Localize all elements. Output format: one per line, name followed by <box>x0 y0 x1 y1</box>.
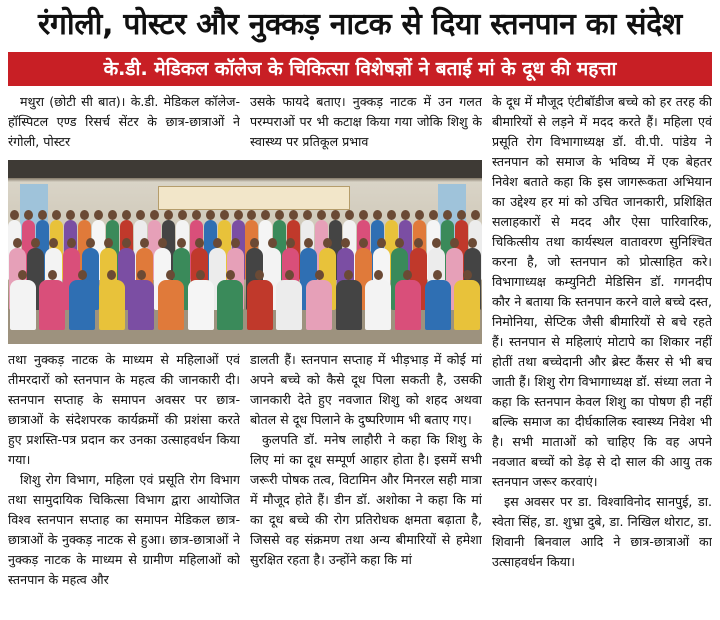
column1-bottom <box>8 350 240 612</box>
column3-para2: इस अवसर पर डा. विश्वाविनोद सानपुई, डा. स्वेता सिंह, डा. शुभ्रा दुबे, डा. निखिल थोराट, डा. शिवानी बिनवाल आदि ने छात्र-छात्राओं का उत्साहवर्धन किया। <box>492 494 712 569</box>
column2-bottom <box>250 350 482 612</box>
column1-top-text: मथुरा (छोटी सी बात)। के.डी. मेडिकल कॉलेज- हॉस्पिटल एण्ड रिसर्च सेंटर के छात्र-छात्राओं ने रंगोली, पोस्टर <box>8 94 240 149</box>
column2-top-text: उसके फायदे बताए। नुक्कड़ नाटक में उन गलत परम्पराओं पर भी कटाक्ष किया गया जोकि शिशु के स्वास्थ्य पर प्रतिकूल प्रभाव <box>250 94 482 149</box>
headline: रंगोली, पोस्टर और नुक्कड़ नाटक से दिया स्तनपान का संदेश <box>38 7 682 42</box>
column2-top <box>250 92 482 156</box>
column3 <box>492 92 712 612</box>
column3-para1: के दूध में मौजूद एंटीबॉडीज बच्चे को हर तरह की बीमारियों से लड़ने में मदद करते हैं। महिला एवं प्रसूति रोग विभागाध्यक्ष डॉ. वी.पी. पांडेय ने स्तनपान को समाज के भविष्य में एक बेहतर निवेश बताते कहा कि इस जागरूकता अभियान का उद्देश्य हर मां को उचित जानकारी, प्रशिक्षित सलाहकारों से मदद और ऐसा पारिवारिक, चिकित्सीय तथा कार्यस्थल वातावरण सुनिश्चित करना है, जो स्तनपान को प्रोत्साहित करे। विभागाध्यक्ष कम्युनिटी मेडिसिन डॉ. गगनदीप कौर ने बताया कि स्तनपान करने वाले बच्चे दस्त, निमोनिया, सेप्टिक जैसी बीमारियों से बचे रहते हैं। स्तनपान से महिलाएं मोटापे का शिकार नहीं होतीं तथा बच्चेदानी और ब्रेस्ट कैंसर से भी बच जाती हैं। शिशु रोग विभागाध्यक्ष डॉ. संध्या लता ने कहा कि स्तनपान केवल शिशु का पोषण ही नहीं बल्कि समाज का दीर्घकालिक स्वास्थ्य निवेश भी है। सभी माताओं को चाहिए कि वह अपने नवजात बच्चों को डेढ़ से दो साल की आयु तक स्तनपान जरूर करवाएं। <box>492 94 712 489</box>
column1-bottom-para1: तथा नुक्कड़ नाटक के माध्यम से महिलाओं एवं तीमरदारों को स्तनपान के महत्व की जानकारी दी। स्तनपान सप्ताह के समापन अवसर पर छात्र-छात्राओं के संदेशपरक कार्यक्रमों की प्रशंसा करते हुए प्रशस्ति-पत्र प्रदान कर उनका उत्साहवर्धन किया गया। <box>8 352 240 467</box>
group-photo <box>8 160 482 344</box>
column2-bottom-para1: डालती हैं। स्तनपान सप्ताह में भीड़भाड़ में कोई मां अपने बच्चे को कैसे दूध पिला सकती है, उसकी जानकारी देते हुए नवजात शिशु को शहद अथवा बोतल से दूध पिलाने के दुष्परिणाम भी बताए गए। <box>250 352 482 427</box>
column1-bottom-para2: शिशु रोग विभाग, महिला एवं प्रसूति रोग विभाग तथा सामुदायिक चिकित्सा विभाग द्वारा आयोजित विश्व स्तनपान सप्ताह का समापन मेडिकल छात्र-छात्राओं के नुक्कड़ नाटक से हुआ। छात्र-छात्राओं ने नुक्कड़ नाटक के माध्यम से ग्रामीण महिलाओं को स्तनपान के महत्व और <box>8 472 240 587</box>
column2-bottom-para2: कुलपति डॉ. मनेष लाहौरी ने कहा कि शिशु के लिए मां का दूध सम्पूर्ण आहार होता है। इसमें सभी जरूरी पोषक तत्व, विटामिन और मिनरल सही मात्रा में मौजूद होते हैं। डीन डॉ. अशोका ने कहा कि मां का दूध बच्चे की रोग प्रतिरोधक क्षमता बढ़ाता है, जिससे वह संक्रमण तथा अन्य बीमारियों से हमेशा सुरक्षित रहता है। उन्होंने कहा कि मां <box>250 432 482 567</box>
column1-top <box>8 92 240 156</box>
subheadline-bar: के.डी. मेडिकल कॉलेज के चिकित्सा विशेषज्ञों ने बताई मां के दूध की महत्ता <box>8 52 712 86</box>
